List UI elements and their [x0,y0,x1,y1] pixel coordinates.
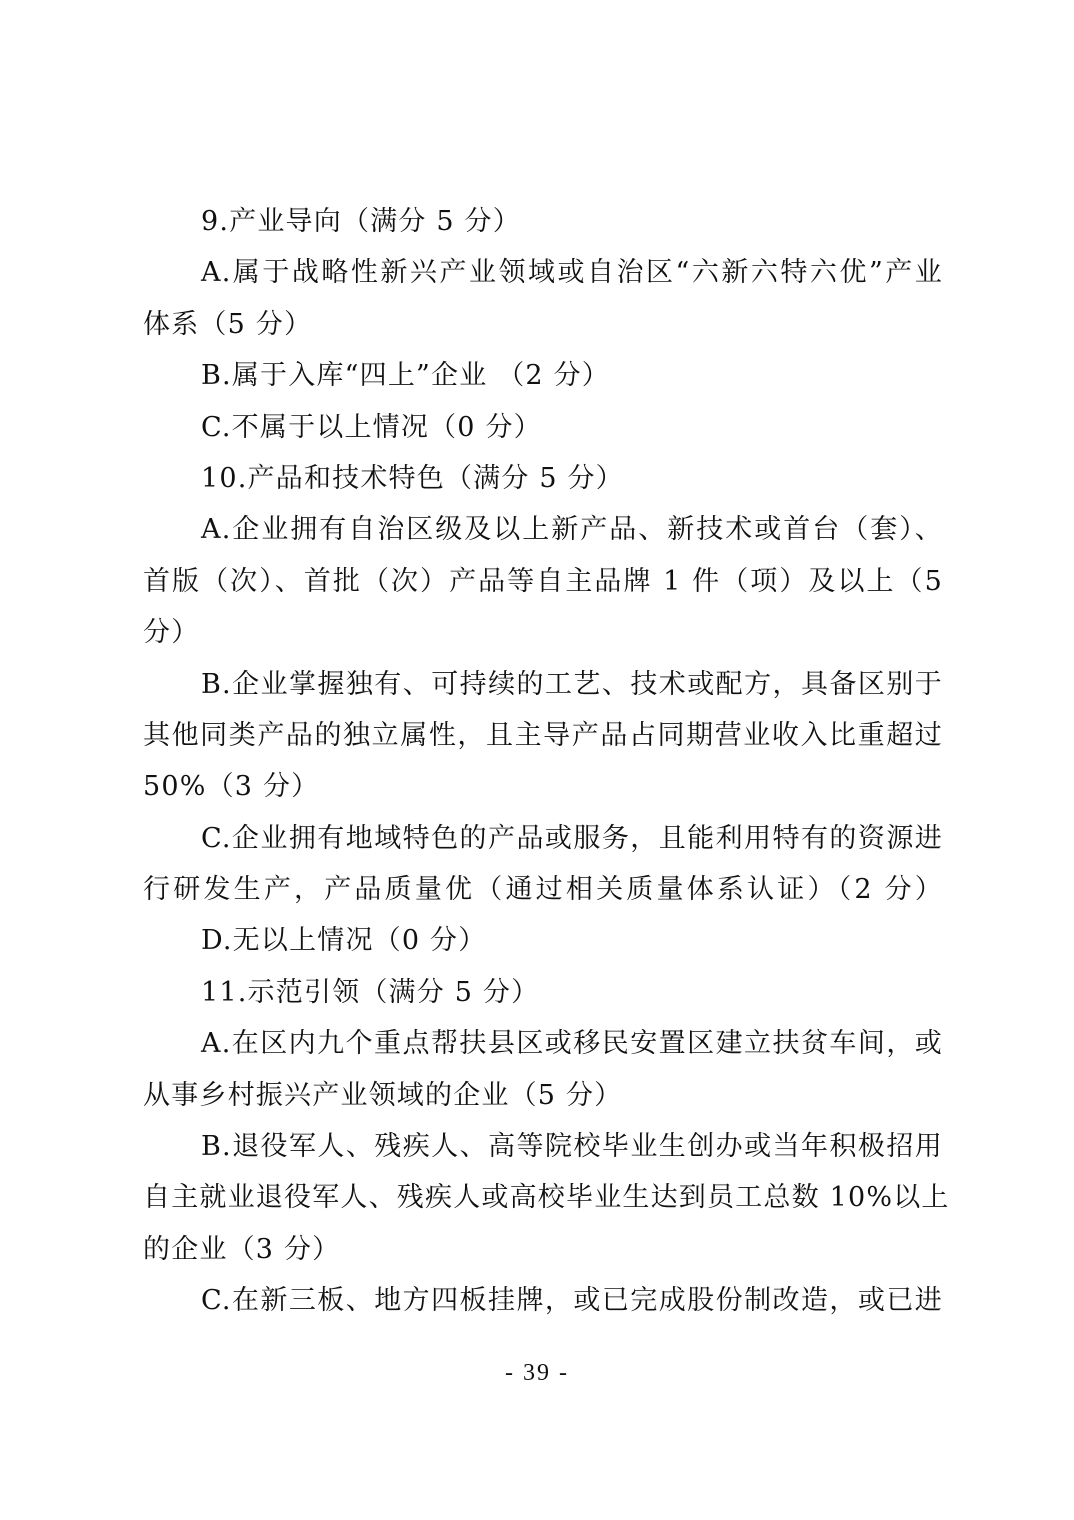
paragraph-line: C.企业拥有地域特色的产品或服务，且能利用特有的资源进 [201,822,943,854]
section-heading-product-technology: 10.产品和技术特色（满分 5 分） [201,462,624,494]
paragraph-line: B.企业掌握独有、可持续的工艺、技术或配方，具备区别于 [201,668,943,700]
paragraph-line: 50%（3 分） [143,771,320,803]
paragraph-line: 的企业（3 分） [143,1233,341,1265]
paragraph-line: C.不属于以上情况（0 分） [201,411,542,443]
paragraph-line: B.属于入库“四上”企业 （2 分） [201,360,610,392]
paragraph-line: 首版（次）、首批（次）产品等自主品牌 1 件（项）及以上（5 [143,565,943,597]
section-heading-industry-orientation: 9.产业导向（满分 5 分） [201,206,521,237]
page-number: - 39 - [505,1360,569,1386]
paragraph-line: 从事乡村振兴产业领域的企业（5 分） [143,1079,623,1111]
paragraph-line: A.企业拥有自治区级及以上新产品、新技术或首台（套）、 [201,514,943,546]
paragraph-line: B.退役军人、残疾人、高等院校毕业生创办或当年积极招用 [201,1131,943,1163]
paragraph-line: D.无以上情况（0 分） [201,925,487,957]
paragraph-line: 体系（5 分） [143,308,313,340]
paragraph-line: 其他同类产品的独立属性，且主导产品占同期营业收入比重超过 [143,719,943,751]
document-body [143,196,950,1327]
paragraph-line: 行研发生产，产品质量优（通过相关质量体系认证）（2 分） [143,874,943,906]
paragraph-line: A.在区内九个重点帮扶县区或移民安置区建立扶贫车间，或 [201,1028,943,1060]
paragraph-line: 分） [143,617,200,649]
paragraph-line: C.在新三板、地方四板挂牌，或已完成股份制改造，或已进 [201,1285,943,1317]
paragraph-line: A.属于战略性新兴产业领域或自治区“六新六特六优”产业 [201,257,943,289]
section-heading-demonstration: 11.示范引领（满分 5 分） [201,976,540,1008]
paragraph-line: 自主就业退役军人、残疾人或高校毕业生达到员工总数 10%以上 [143,1182,950,1214]
